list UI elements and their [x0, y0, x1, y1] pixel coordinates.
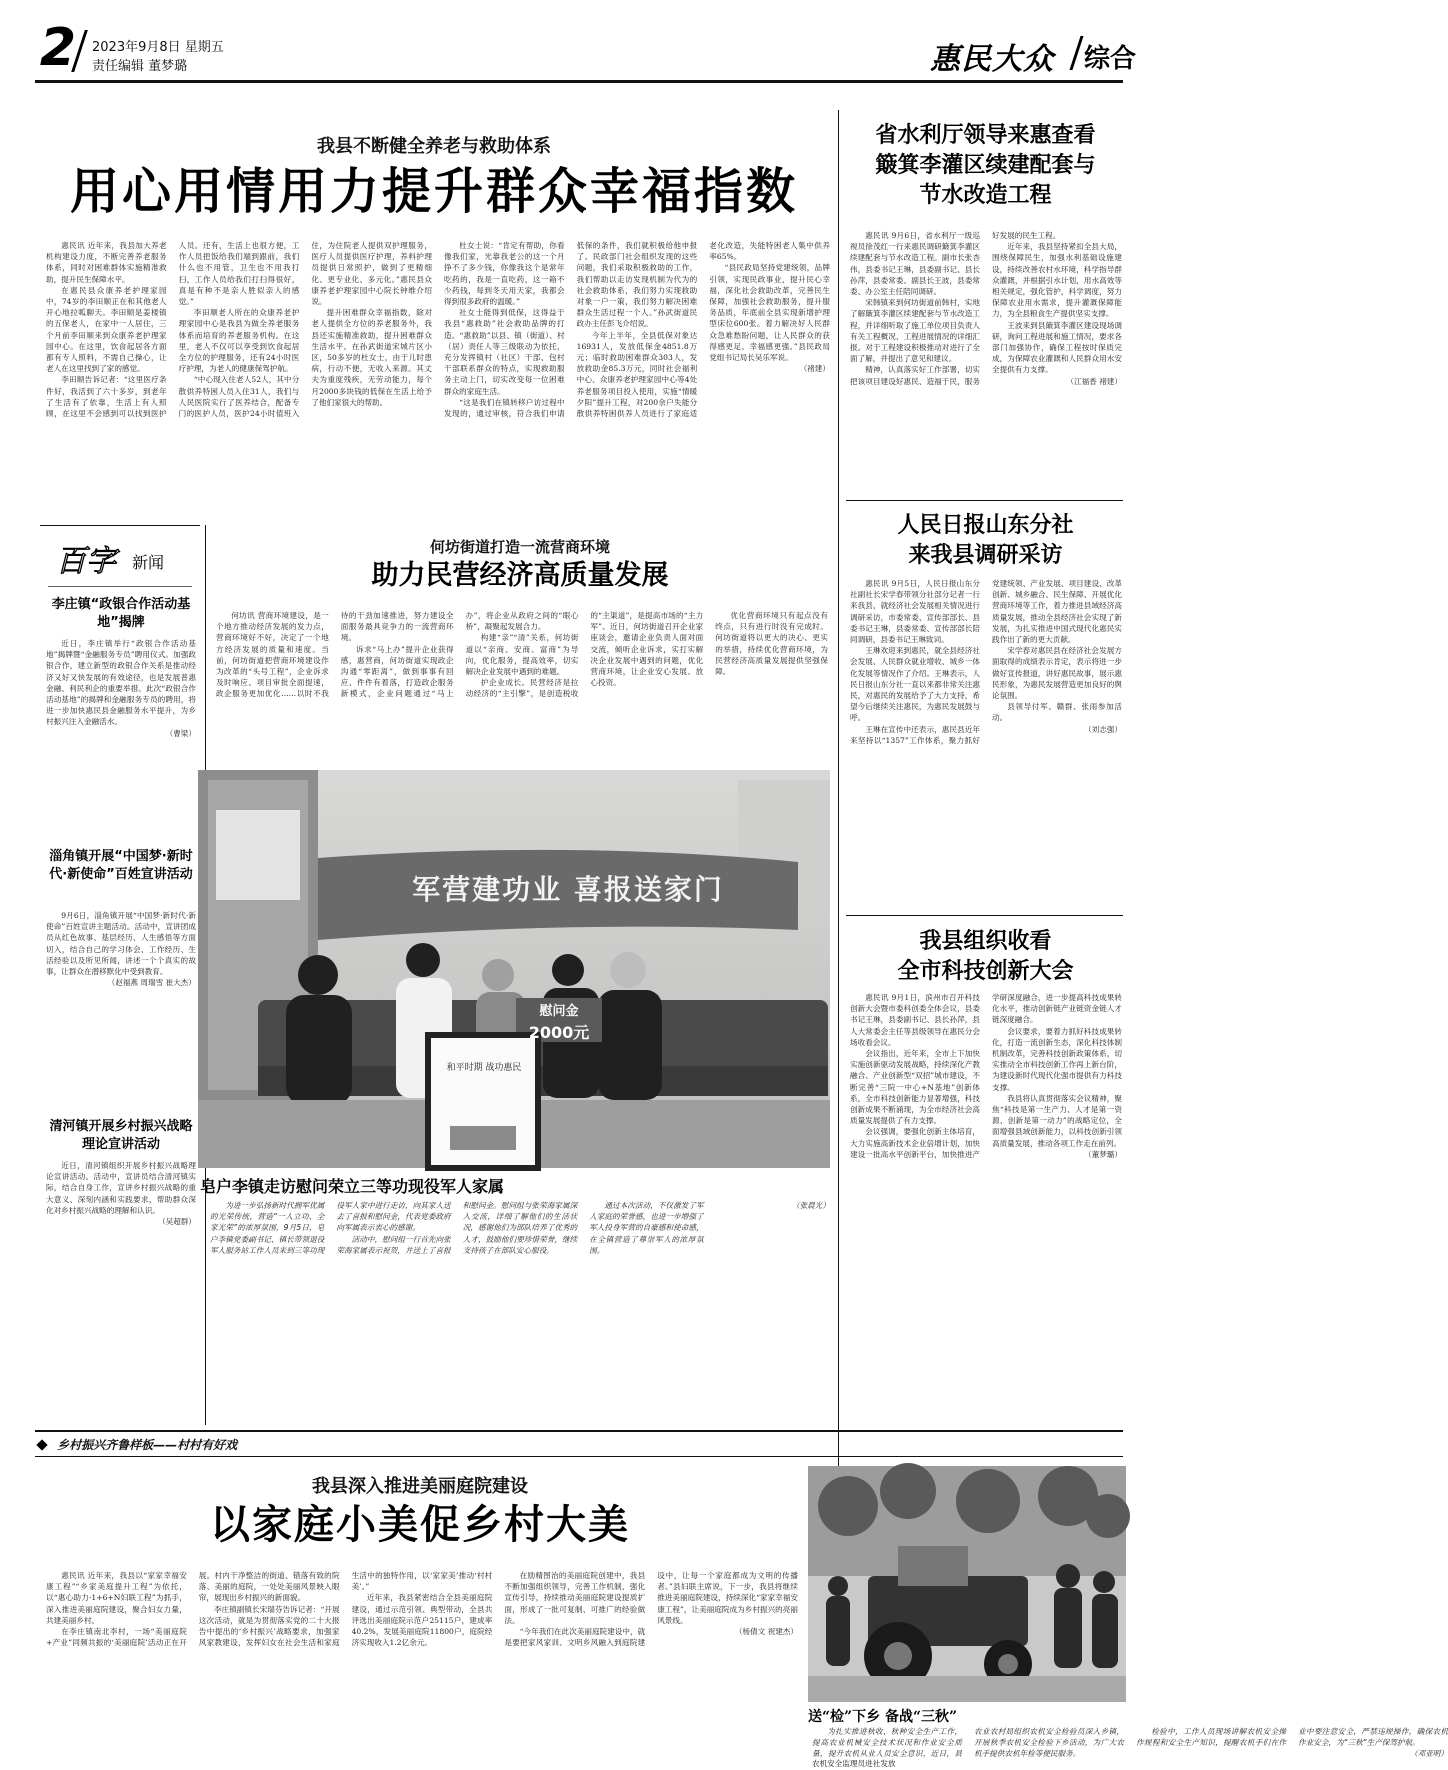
right1-rule [846, 500, 1123, 501]
sidebar-item-paragraph: 近日，清河镇组织开展乡村振兴战略理论宣讲活动。活动中，宣讲员结合清河镇实际，结合自身工作，宣讲乡村振兴战略的重大意义、深刻内涵和实践要求，帮助群众深化对乡村振兴战略的理解和认识。 [46, 1161, 196, 1215]
lead-title: 用心用情用力提升群众幸福指数 [69, 163, 798, 220]
mid-paragraph: 护企业成长。民营经济是拉动经济的“主引擎”，是创造税收的“主渠道”，是提高市场的“主力军”。近日，何坊街道召开企业家座谈会，邀请企业负责人面对面交流，倾听企业诉求，实打实解决企业发展中遇到的问题，优化营商环境，让企业安心发展、放心投资。 [465, 611, 704, 699]
mid-title: 助力民营经济高质量发展 [371, 560, 669, 591]
sidebar-item-paragraph: 9月6日，淄角镇开展“中国梦·新时代·新使命”百姓宣讲主题活动。活动中，宣讲团成员从红色故事、基层经历、人生感悟等方面切入，结合自己的学习体会、工作经历、生活经验以及所见所闻，讲述一个个真实的故事，让群众在潜移默化中受到教育。 [46, 911, 196, 977]
mid-paragraph: 优化营商环境只有起点没有终点，只有进行时没有完成时。何坊街道将以更大的决心、更实的举措，持续优化营商环境，为民营经济高质量发展提供坚强保障。 [715, 611, 828, 677]
right3-body [850, 992, 1122, 1432]
visit-photo [198, 770, 830, 1168]
right1-paragraph: 惠民讯 9月6日，省水利厅一级巡视员徐茂红一行来惠民调研簸箕李灌区续建配套与节水改造工程。副市长张杏伟，县委书记王琳，县委副书记、县长孙萍，县委常委、副县长王波，县委常委、办公室主任陪同调研。 [850, 231, 980, 297]
masthead-rule [35, 80, 1123, 83]
bottom-banner-text: 乡村振兴齐鲁样板——村村有好戏 [57, 1438, 238, 1452]
right2-body [850, 578, 1122, 908]
right3-paragraph: 惠民讯 9月1日，滨州市召开科技创新大会暨市委科创委全体会议，县委书记王琳，县委副书记、县长孙萍，县人大常委会主任等县级领导在惠民分会场收看会议。 [850, 993, 980, 1047]
bottom-title: 以家庭小美促乡村大美 [210, 1501, 630, 1548]
lead-paragraph: 李田顺告诉记者：“这里医疗条件好，我活到了六十多岁，到老年了生活有了依靠，生活上有人照顾，在这里不会感到可以找到医护人员。还有，生活上也很方便，工作人员把饭给我们端到跟前，我们什么也不用管，卫生也不用我打扫，工作人员给我们打扫得很好，真是有种不是亲人胜似亲人的感觉。” [46, 241, 300, 419]
mid-paragraph: 构建“亲”“清”关系，何坊街道以“亲商、安商、富商”为导向，优化服务，提高效率，切实解决企业发展中遇到的难题。 [465, 633, 579, 677]
byline: （张晨光） [791, 1201, 830, 1210]
check-brand: 慰问金 [539, 1004, 579, 1019]
editor-credit: 责任编辑 董梦璐 [92, 59, 188, 74]
right1-title-line: 节水改造工程 [919, 182, 1052, 208]
right2-title [848, 510, 1123, 570]
slash-mark-2 [1069, 36, 1083, 70]
byline: （刘志强） [1084, 724, 1122, 734]
tractor-photo [808, 1466, 1126, 1702]
page-number: 2 [39, 18, 77, 78]
lead-paragraph: 杜女士说：“肯定有帮助，你看像我们家，光靠我老公的这一个月挣不了多少钱，你像我这个是常年吃药的，我是一直吃药，这一箱不少药钱，每到冬天用天家，我都会得到很多政府的温暖。” [443, 241, 565, 307]
photo-caption: 皂户李镇走访慰问荣立三等功现役军人家属 [200, 1177, 505, 1196]
tractor-photo-art [808, 1466, 1126, 1702]
right1-title-line: 省水利厅领导来惠查看 [875, 122, 1096, 148]
masthead [0, 0, 1158, 80]
bottom-kicker: 我县深入推进美丽庭院建设 [312, 1476, 528, 1497]
tractor-caption: 送“检”下乡 备战“三秋” [808, 1709, 958, 1725]
right1-paragraph: 王波来到县簸箕李灌区建设现场调研，询问工程进展和施工情况，要求各部门加强协作，确保工程按时保质完成，为保障农业灌溉和人民群众用水安全提供有力支撑。 [992, 320, 1122, 375]
check-amount: 2000元 [528, 1023, 590, 1042]
right2-paragraph: 县领导付军、赣群、张雨参加活动。 [992, 702, 1122, 723]
byline: （江福香 褚建） [1066, 376, 1122, 386]
mid-kicker: 何坊街道打造一流营商环境 [429, 538, 610, 556]
right2-paragraph: 惠民讯 9月5日，人民日报山东分社副社长宋学春带领分社部分记者一行来我县，就经济社会发展相关情况进行调研采访，市委常委、宣传部部长、县委书记王琳，县委常委、宣传部部长陪同调研，县委书记王琳致词。 [850, 579, 980, 645]
byline: （曹梁） [165, 728, 196, 738]
paper-name: 惠民大众 [930, 42, 1054, 77]
sidebar-divider [48, 586, 192, 587]
sidebar-top-rule [40, 525, 200, 526]
right1-title-line: 簸箕李灌区续建配套与 [875, 152, 1096, 178]
caption-story-paragraph: 通过本次活动，不仅激发了军人家庭的荣誉感，也进一步增强了军人投身军营的自豪感和使命感，在全镇营造了尊崇军人的浓厚氛围。 [589, 1201, 704, 1255]
bottom-body [46, 1570, 798, 1760]
byline: （董梦璐） [1084, 1149, 1122, 1159]
bottom-paragraph: 在李庄镇南北李村，一场“美丽庭院+产业”同频共振的‘美丽庭院’活动正在开展。村内干净整洁的街道、错落有致的院落、美丽的庭院，一处处美丽风景映入眼帘，展现出乡村振兴的新面貌。 [46, 1571, 340, 1648]
sidebar-masthead [50, 536, 190, 582]
right3-paragraph: 会议强调，要强化创新主体培育，大力实施高新技术企业倍增计划，加快建设一批高水平创新平台，加快推进产学研深度融合，进一步提高科技成果转化水平，推动创新链产业链资金链人才链深度融合。 [850, 993, 1122, 1159]
mid-paragraph: 何坊讯 营商环境建设，是一个地方推动经济发展的发力点，营商环境好不好，决定了一个地方经济发展的质量和速度。当前，何坊街道把营商环境建设作为改革的“头号工程”，企业诉求及时响应、项目审批全面提速，政企服务更加优化……以时不我待的干劲加速推进，努力建设全面服务最具竞争力的一流营商环境。 [216, 611, 454, 699]
lead-paragraph: 社女士能得到低保，这得益于我县“惠救助”社会救助品牌的打造。“惠救助”以县、镇（街道）、村（居）责任人等三级联动为依托，充分发挥镇村（社区）干部、包村干部联系群众的特点，实现救助服务主动上门，切实改变每一位困难群众的家庭生活。 [443, 308, 565, 396]
right2-paragraph: 宋学春对惠民县在经济社会发展方面取得的成绩表示肯定，表示将进一步做好宣传报道，讲好惠民故事，展示惠民形象，为惠民发展营造更加良好的舆论氛围。 [992, 646, 1122, 701]
bottom-paragraph: 近年来，我县紧密结合全县美丽庭院建设，通过示范引领、典型带动，全县共评选出美丽庭院示范户25115户，建成率40.2%，发展美丽庭院11800户，庭院经济实现收入1.2亿余元。 [351, 1593, 493, 1648]
lead-paragraph: 惠民讯 近年来，我县加大养老机构建设力度，不断完善养老服务体系，同时对困难群体实施精准救助，提升民生保障水平。 [46, 241, 167, 284]
lead-paragraph: 在惠民县众康养老护理家园中，74岁的李田顺正在和其他老人开心地拉呱聊天。李田顺是姜楼镇的五保老人，在家中一人居住，三个月前李田顺来到众康养老护理家园中心。在这里，饮食起居各方面都有专人照料，不需自己操心，让老人在这里找到了家的感觉。 [46, 285, 167, 374]
tractor-body [812, 1726, 1448, 1760]
right2-paragraph: 王琳欢迎来到惠民，就全县经济社会发展、人民群众就业增收、城乡一体化发展等情况作了介绍。王琳表示，人民日报山东分社一直以来都非常关注惠民，对惠民的发展给予了大力支持，希望今后继续关注惠民，为惠民发展鼓与呼。 [850, 646, 980, 723]
sidebar-item-paragraph: 近日，李庄镇举行“政银合作活动基地”揭牌暨“金融服务专员”聘用仪式。加强政银合作，建立新型的政银合作关系是推动经济又好又快发展的有效途径，也是发展普惠金融、利民利企的重要举措。此次“政银合作活动基地”的揭牌和金融服务专员的聘用，将进一步加快惠民县金融服务水平提升，为乡村振兴注入金融活水。 [46, 639, 196, 727]
sidebar-item-title: 李庄镇“政银合作活动基地”揭牌 [51, 597, 191, 630]
sidebar-item-title: 淄角镇开展“中国梦·新时代·新使命”百姓宣讲活动 [49, 849, 193, 882]
right3-paragraph: 会议指出，近年来，全市上下加快实施创新驱动发展战略，持续深化产教融合、产业创新型“双招”城市建设，不断完善“三院一中心+N基地”创新体系，全市科技创新能力显著增强，科技创新成果不断涌现，为全市经济社会高质量发展提供了有力支撑。 [850, 1049, 980, 1126]
byline: （赵福燕 周瑞雪 崔大杰） [107, 978, 196, 988]
right1-title [848, 120, 1123, 210]
diamond-icon [36, 1439, 47, 1450]
tractor-paragraph: 为扎实推进秋收、秋种安全生产工作，提高农业机械安全技术状况和作业安全质量，提升农机从业人员安全意识，近日，县农业农村局组织农机安全检验员深入乡镇，开展秋季农机安全检验下乡活动，为广大农机手提供农机年检等便民服务。 [812, 1727, 1124, 1759]
visit-photo-art [198, 770, 830, 1168]
right1-paragraph: 近年来，我县坚持紧扣全县大局，围绕保障民生，加强水利基础设施建设，持续改善农村水环境，科学指导群众灌溉，并根据引水计划，用水高效等相关规定，强化管护，科学调度，努力保障农业用水需求，提升灌溉保障能力，为全县粮食生产提供坚实支撑。 [992, 242, 1122, 319]
sidebar [40, 530, 200, 1440]
lead-kicker: 我县不断健全养老与救助体系 [317, 136, 551, 157]
plaque-text: 和平时期 战功惠民 [446, 1063, 522, 1073]
right3-paragraph: 我县将认真贯彻落实会议精神，聚焦“科技是第一生产力、人才是第一资源、创新是第一动力”的战略定位，全面增强县域创新能力，以科技创新引领高质量发展，推动各项工作走在前列。 [992, 1093, 1122, 1148]
right3-title [848, 926, 1123, 986]
sidebar-item-text [46, 1160, 196, 1420]
sidebar-item-text [46, 638, 196, 838]
column-rule-right [838, 110, 839, 1470]
right2-rule [846, 915, 1123, 916]
lead-body [46, 240, 830, 518]
mid-body [216, 610, 828, 760]
lead-paragraph: “这是我们在镇转移户访过程中发现的，通过审核，符合我们申请低保的条件，我们就积极给他申报了。民政部门社会组织发现的这些问题，我们采取积极救助的工作，我们帮助以走访发现机制为代为的社会救助体系，我们努力实现救助对象一户一策，我们努力解决困难群众生活过程一个人。”孙武街道民政办主任彭飞介绍说。 [443, 241, 698, 419]
mid-paragraph: 诉求“马上办”提升企业获得感，惠营商，何坊街道实现政企沟通“零距离”，做到事事有回应、件件有着落，打造政企服务新模式，企业问题通过“马上办”，将企业从政府之间的“眼心桥”，凝聚起发展合力。 [340, 611, 579, 699]
lead-paragraph: “县民政局坚持党建统领，品牌引领，实现民政事业，提升民心幸福，深化社会救助改革，完善民生保障，加强社会救助服务，提升服务品质，年底前全县实现新增护理型床位600张。着力解决好人民群众急难愁盼问题，让人民群众的获得感更足、幸福感更强。”县民政局党组书记局长吴乐军说。 [709, 263, 830, 363]
byline: （褚建） [799, 364, 830, 374]
bottom-paragraph: 在励精图治的美丽庭院创建中，我县不断加强组织领导，完善工作机制，强化宣传引导，持续推动美丽庭院建设提质扩面，形成了一批可复制、可推广的经验做法。 [504, 1571, 646, 1625]
sidebar-masthead-glyph: 百字 [56, 544, 116, 579]
bottom-banner-rule [35, 1430, 1123, 1432]
issue-date: 2023年9月8日 星期五 [92, 40, 224, 55]
byline: （邓亚明） [1410, 1749, 1448, 1759]
bottom-banner [38, 1434, 438, 1454]
bottom-banner-rule-2 [35, 1456, 1123, 1457]
right1-body [850, 230, 1122, 492]
byline: （杨倩文 祝建杰） [734, 1627, 798, 1637]
section-name: 综合 [1084, 44, 1137, 74]
right1-paragraph: 宋韩镇来到何坊街道前韩村，实地了解簸箕李灌区续建配套与节水改造工程，并详细听取了施工单位项目负责人有关工程概况、工程进展情况的详细汇报。对于工程建设积极推动对进行了全面了解，并提出了意见和建议。 [850, 298, 980, 364]
sidebar-item-text [46, 910, 196, 1110]
sidebar-masthead-text: 新闻 [132, 553, 165, 572]
right3-title-line: 我县组织收看 [919, 928, 1052, 954]
right3-title-line: 全市科技创新大会 [897, 958, 1074, 984]
caption-story-paragraph: 为进一步弘扬新时代拥军优属的光荣传统，营造“一人立功、全家光荣”的浓厚氛围，9月5日，皂户李镇党委副书记、镇长带领退役军人服务站工作人员来到三等功现役军人家中进行走访，向其家人送去了喜报和慰问金，代表党委政府向军属表示衷心的感谢。 [210, 1201, 451, 1255]
right2-title-line: 人民日报山东分社 [897, 512, 1074, 538]
right2-title-line: 来我县调研采访 [908, 542, 1063, 568]
lead-paragraph: 提升困难群众幸福指数，除对老人提供全方位的养老服务外，我县还实施精准救助，提升困难群众生活水平。在孙武街道宋城片区小区，50多岁的杜女士，由于儿时患病，行动不便，无收入来源。其丈夫为重度残疾，无劳动能力，每个月2000多块钱的低保在生活上给予了他们家很大的帮助。 [311, 308, 432, 407]
byline: （吴超群） [158, 1217, 196, 1227]
right3-paragraph: 会议要求，要着力抓好科技成果转化，打造一流创新生态，深化科技体制机制改革，完善科技创新政策体系，切实推动全市科技创新工作再上新台阶，为建设新时代现代化强市提供有力科技支撑。 [992, 1026, 1122, 1092]
caption-story [210, 1200, 830, 1420]
caption-story-paragraph: 活动中，慰问组一行首先向张荣海家属表示祝贺，并送上了喜报和慰问金。慰问组与张荣海家属深入交流，详细了解他们的生活状况，感谢他们为部队培养了优秀的人才，鼓励他们要珍惜荣誉，继续支持孩子在部队安心服役。 [336, 1201, 578, 1255]
tractor-footer: 农机安全监理员进社发放 [812, 1759, 896, 1768]
bottom-paragraph: 惠民讯 近年来，我县以“家家幸福安康工程”“乡家美庭提升工程”为依托，以“惠心助力·1+6+N妇联工程”为抓手，深入推进美丽庭院建设，聚合妇女力量，共建美丽乡村。 [46, 1571, 187, 1625]
tractor-paragraph: 检验中，工作人员现场讲解农机安全操作规程和安全生产知识，提醒农机手们在作业中要注意安全，严禁违规操作，确保农机作业安全，为“三秋”生产保驾护航。 [1136, 1727, 1448, 1748]
bottom-paragraph: “今年我们在此次美丽庭院建设中，就是要把家风家训、文明乡风融入到庭院建设中，让每一个家庭都成为文明的传播者。”县妇联主席说，下一步，我县将继续推进美丽庭院建设，持续深化“家家幸福安康工程”，让美丽庭院成为乡村振兴的亮丽风景线。 [504, 1571, 798, 1648]
lead-paragraph: 今年上半年，全县低保对象达16931人，发放低保金4851.8万元；临时救助困难群众303人，发放救助金85.3万元，同时社会福利中心、众康养老护理家园中心等4处养老服务项目投入使用，实施“情暖夕阳”提升工程，对200余户失能分散供养特困供养人员进行了家庭适老化改造，失能特困老人集中供养率65%。 [576, 241, 830, 419]
lead-paragraph: 李田顺老人所在的众康养老护理家园中心是我县为做全养老服务体系而培育的养老服务机构。在这里，老人不仅可以享受到饮食起居全方位的护理服务，还有24小时医疗护理，为老人的健康保驾护航。 [178, 308, 300, 374]
sidebar-item-title: 清河镇开展乡村振兴战略理论宣讲活动 [49, 1119, 193, 1152]
right1-paragraph: 精神，认真落实好工作部署，切实把该项目建设好惠民、造福于民，服务好发展的民生工程。 [850, 231, 1061, 386]
bottom-paragraph: 李庄镇副镇长宋瑞芬告诉记者：“开展这次活动，就是为贯彻落实党的二十大报告中提出的‘乡村振兴’战略要求，加强家风家教建设，发挥妇女在社会生活和家庭生活中的独特作用，以‘家家美’推动‘村村美’。” [198, 1571, 493, 1648]
right2-paragraph: 王琳在宣传中还表示，惠民县近年来坚持以“1357”工作体系，聚力抓好党建统领、产业发展、项目建设、改革创新、城乡融合、民生保障、开展优化营商环境等工作，着力推进县域经济高质量发展，推动全县经济社会实现了新发展，为扎实推进中国式现代化惠民实践作出了新的更大贡献。 [850, 579, 1122, 745]
photo-banner-text: 军营建功业 喜报送家门 [412, 873, 724, 906]
lead-paragraph: “中心现入住老人52人，其中分散供养特困人员入住31人，我们与人民医院实行了医养结合，配备专门的医护人员，医护24小时值班入住，为住院老人提供双护理服务，医疗人员提供医疗护理，养料护理员提供日常照护，做到了更精细化、更专业化、多元化。”惠民县众康养老护理家园中心院长钟维介绍说。 [178, 241, 432, 419]
